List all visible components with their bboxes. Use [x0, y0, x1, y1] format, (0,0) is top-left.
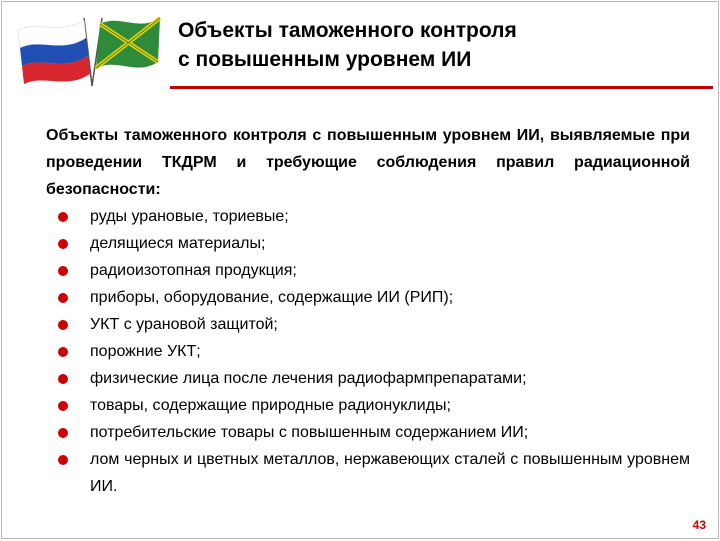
bullet-dot-icon	[58, 374, 68, 384]
bullet-dot-icon	[58, 347, 68, 357]
title-line-1: Объекты таможенного контроля	[178, 19, 517, 42]
list-item: товары, содержащие природные радионуклиды;	[46, 392, 690, 419]
list-item: УКТ с урановой защитой;	[46, 311, 690, 338]
list-item: лом черных и цветных металлов, нержавеющих сталей с повышенным уровнем ИИ.	[46, 446, 690, 500]
title-divider	[170, 86, 713, 89]
bullet-dot-icon	[58, 266, 68, 276]
page-number: 43	[692, 518, 706, 532]
bullet-dot-icon	[58, 428, 68, 438]
flags-logo	[10, 10, 170, 90]
slide-body	[46, 122, 690, 500]
bullet-dot-icon	[58, 212, 68, 222]
bullet-dot-icon	[58, 239, 68, 249]
list-item: приборы, оборудование, содержащие ИИ (РИП);	[46, 284, 690, 311]
russian-flag-icon	[18, 18, 92, 86]
bullet-dot-icon	[58, 401, 68, 411]
list-item: порожние УКТ;	[46, 338, 690, 365]
list-item: радиоизотопная продукция;	[46, 257, 690, 284]
bullet-dot-icon	[58, 320, 68, 330]
list-item: физические лица после лечения радиофармпрепаратами;	[46, 365, 690, 392]
list-item: руды урановые, ториевые;	[46, 203, 690, 230]
bullet-list	[46, 203, 690, 500]
intro-text: Объекты таможенного контроля с повышенным уровнем ИИ, выявляемые при проведении ТКДРМ и требующие соблюдения правил радиационной безопасности:	[46, 127, 690, 198]
list-item: делящиеся материалы;	[46, 230, 690, 257]
bullet-dot-icon	[58, 293, 68, 303]
slide	[1, 1, 719, 539]
list-item: потребительские товары с повышенным содержанием ИИ;	[46, 419, 690, 446]
bullet-dot-icon	[58, 455, 68, 465]
slide-title	[178, 16, 517, 74]
title-line-2: с повышенным уровнем ИИ	[178, 48, 472, 71]
customs-flag-icon	[92, 18, 160, 86]
